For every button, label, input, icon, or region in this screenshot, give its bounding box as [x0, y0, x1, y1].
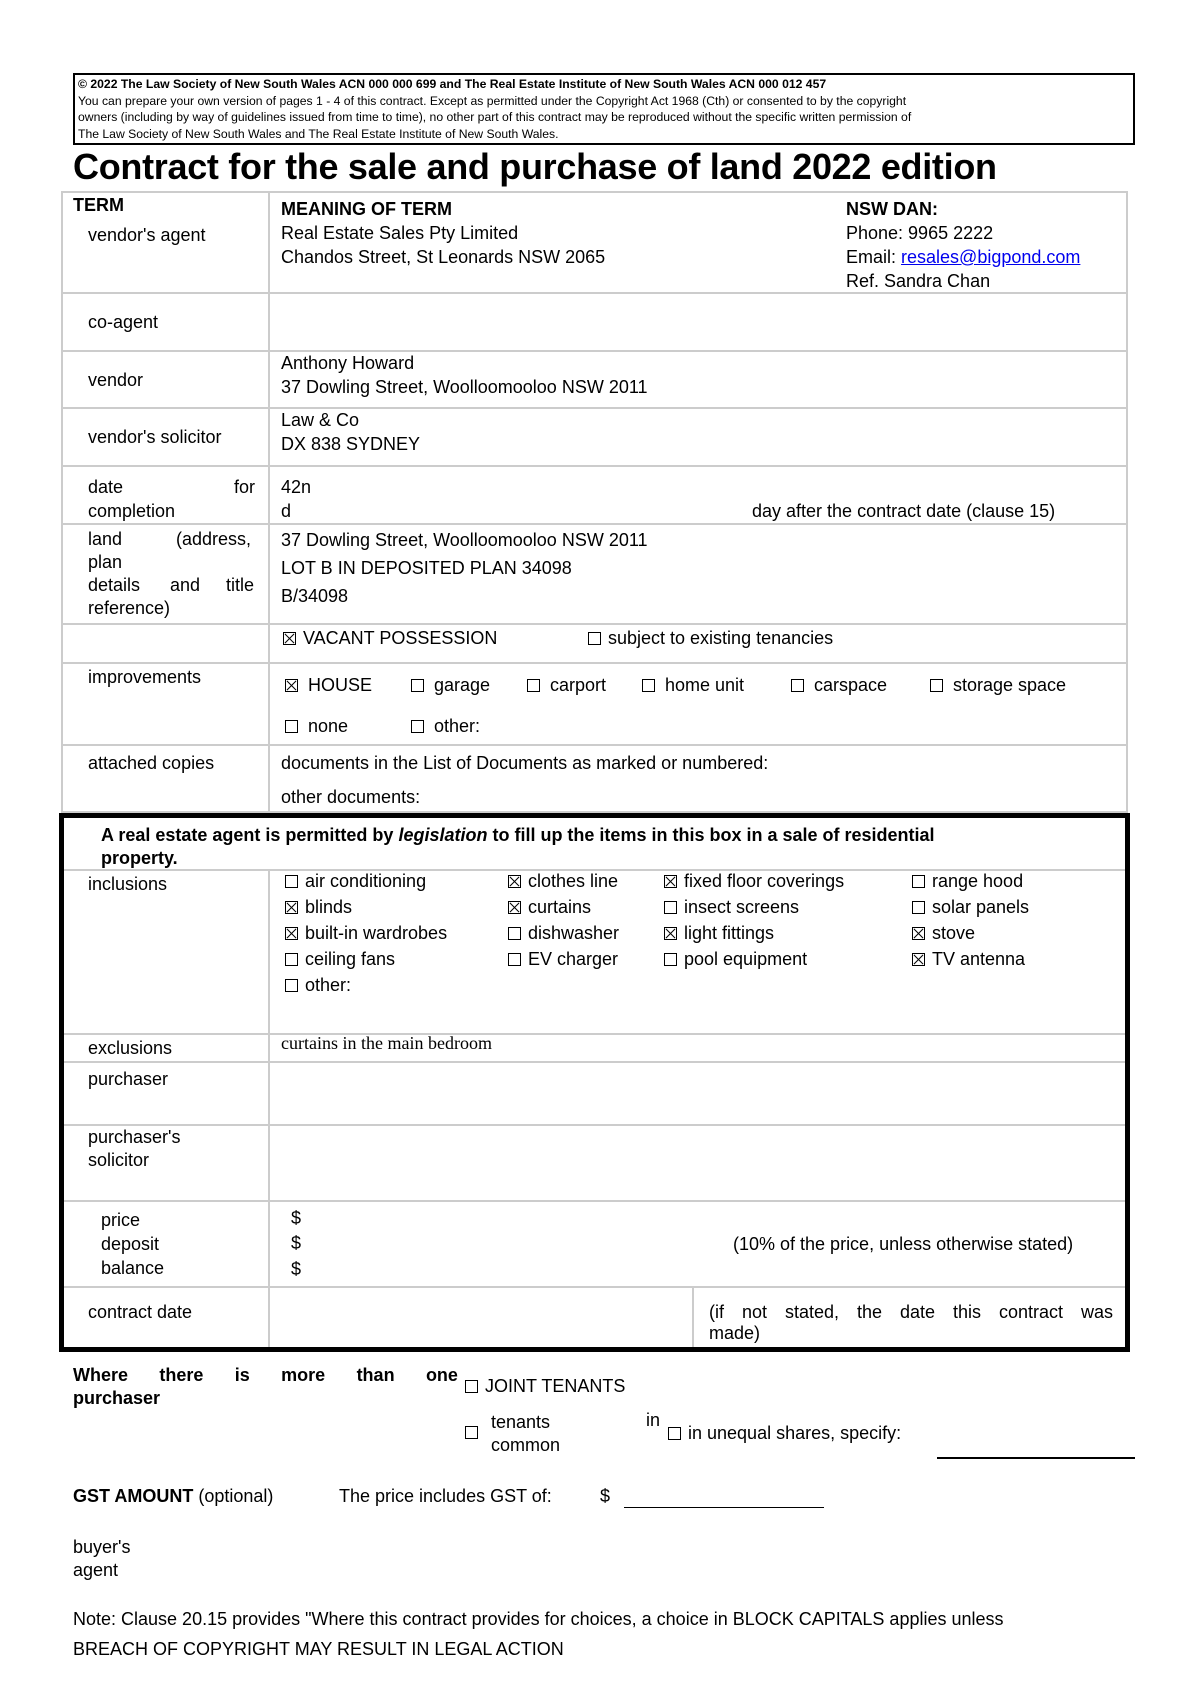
email-label: Email:: [846, 247, 897, 267]
checkbox-checked[interactable]: [283, 632, 296, 645]
checkbox[interactable]: [285, 953, 298, 966]
option-label: TV antenna: [932, 949, 1026, 969]
tenants-label: tenants: [491, 1412, 551, 1432]
more-purchasers-label: [73, 1364, 458, 1387]
copyright-line-3: owners (including by way of guidelines issued from time to time), no other part of this contract may be reproduced without the specific written permission of: [78, 110, 912, 124]
checkbox[interactable]: [285, 720, 298, 733]
grid-line: [61, 744, 1128, 746]
label-word: more: [281, 1365, 326, 1385]
vendors-solicitor-name: Law & Co: [281, 410, 360, 430]
deposit-currency: $: [291, 1233, 302, 1253]
option-label: EV charger: [528, 949, 619, 969]
option-label: carspace: [814, 675, 888, 695]
grid-line: [61, 662, 1128, 664]
note-word: not: [741, 1302, 767, 1322]
option-label: storage space: [953, 675, 1067, 695]
checkbox[interactable]: [285, 875, 298, 888]
checkbox[interactable]: [664, 953, 677, 966]
inclusion-ceiling-fans[interactable]: [285, 948, 395, 971]
copyright-line-1: © 2022 The Law Society of New South Wales ACN 000 000 699 and The Real Estate Institute of New South Wales ACN 000 012 457: [78, 77, 827, 91]
inclusion-tv-antenna[interactable]: [912, 948, 1025, 971]
label-purchasers-solicitor: purchaser's: [88, 1127, 181, 1147]
label-deposit: deposit: [101, 1234, 160, 1254]
vendor-name: Anthony Howard: [281, 353, 415, 373]
label-completion: completion: [88, 501, 176, 521]
co-agent-field[interactable]: [272, 296, 1124, 348]
option-label: VACANT POSSESSION: [303, 628, 498, 648]
option-label: range hood: [932, 871, 1024, 891]
checkbox[interactable]: [664, 901, 677, 914]
note-word: this: [953, 1302, 982, 1322]
attached-copies-other: other documents:: [281, 787, 421, 807]
label-purchasers-solicitor-2: solicitor: [88, 1150, 150, 1170]
inclusion-pool-equipment[interactable]: [664, 948, 807, 971]
unequal-shares-input[interactable]: [937, 1457, 1135, 1459]
checkbox[interactable]: [465, 1426, 478, 1439]
copyright-line-2: You can prepare your own version of pages 1 - 4 of this contract. Except as permitted under the Copyright Act 1968 (Cth) or consented to by the copyright: [78, 93, 907, 108]
option-label: pool equipment: [684, 949, 808, 969]
option-label: home unit: [665, 675, 745, 695]
option-tenants-in-common[interactable]: [465, 1412, 485, 1439]
option-label: light fittings: [684, 923, 775, 943]
common-label: common: [491, 1435, 561, 1455]
option-label: insect screens: [684, 897, 800, 917]
completion-note: day after the contract date (clause 15): [752, 501, 1056, 521]
option-label: in unequal shares, specify:: [688, 1423, 902, 1443]
label-exclusions: exclusions: [88, 1038, 173, 1058]
improvement-carspace[interactable]: [791, 674, 887, 697]
label-land-address: (address,: [176, 529, 252, 549]
option-label: ceiling fans: [305, 949, 396, 969]
note-word: contract: [998, 1302, 1064, 1322]
checkbox-checked[interactable]: [912, 953, 925, 966]
attached-copies-list: documents in the List of Documents as marked or numbered:: [281, 753, 769, 773]
checkbox[interactable]: [642, 679, 655, 692]
label-vendor: vendor: [88, 370, 144, 390]
note-text: A real estate agent is permitted by: [101, 825, 399, 845]
improvement-other[interactable]: [411, 715, 480, 738]
option-label: JOINT TENANTS: [485, 1376, 626, 1396]
label-land-details: details: [88, 575, 141, 595]
checkbox-checked[interactable]: [664, 875, 677, 888]
label-word: one: [425, 1365, 458, 1385]
inclusion-built-in-wardrobes[interactable]: [285, 922, 447, 945]
grid-line: [61, 623, 1128, 625]
checkbox[interactable]: [668, 1427, 681, 1440]
option-label: solar panels: [932, 897, 1030, 917]
gst-currency: $: [600, 1486, 611, 1506]
grid-line: [61, 465, 1128, 467]
contract-date-note-2: made): [709, 1323, 761, 1343]
inclusion-clothes-line[interactable]: [508, 870, 618, 893]
vendors-agent-email: [846, 246, 1080, 269]
inclusion-other[interactable]: [285, 974, 351, 997]
gst-optional: (optional): [198, 1486, 274, 1506]
checkbox[interactable]: [411, 720, 424, 733]
note-word: stated,: [784, 1302, 840, 1322]
label-co-agent: co-agent: [88, 312, 159, 332]
checkbox-checked[interactable]: [508, 875, 521, 888]
checkbox[interactable]: [527, 679, 540, 692]
label-land-plan: plan: [88, 552, 123, 572]
checkbox[interactable]: [791, 679, 804, 692]
option-label: fixed floor coverings: [684, 871, 845, 891]
checkbox-checked[interactable]: [508, 901, 521, 914]
land-ref: B/34098: [281, 586, 349, 606]
checkbox-checked[interactable]: [285, 679, 298, 692]
label-improvements: improvements: [88, 667, 202, 687]
note-emphasis: legislation: [398, 825, 488, 845]
checkbox-checked[interactable]: [285, 901, 298, 914]
option-label: dishwasher: [528, 923, 620, 943]
label-vendors-agent: vendor's agent: [88, 225, 206, 245]
copyright-notice: [73, 73, 1135, 145]
grid-line: [692, 1286, 694, 1347]
inclusion-curtains[interactable]: [508, 896, 591, 919]
price-currency: $: [291, 1208, 302, 1228]
checkbox[interactable]: [912, 901, 925, 914]
checkbox[interactable]: [912, 875, 925, 888]
label-buyers-agent-2: agent: [73, 1560, 119, 1580]
label-land: land: [88, 529, 123, 549]
gst-amount-input[interactable]: [624, 1507, 824, 1508]
inclusion-solar-panels[interactable]: [912, 896, 1029, 919]
gst-text: The price includes GST of:: [339, 1486, 552, 1506]
grid-line: [64, 1124, 1125, 1126]
label-word: than: [356, 1365, 395, 1385]
grid-line: [268, 191, 270, 813]
clause-note: Note: Clause 20.15 provides "Where this contract provides for choices, a choice in BLOCK CAPITALS applies unless: [73, 1609, 1004, 1629]
inclusion-air-conditioning[interactable]: [285, 870, 426, 893]
agent-box-note-2: property.: [101, 848, 178, 868]
label-word: is: [234, 1365, 250, 1385]
inclusion-insect-screens[interactable]: [664, 896, 799, 919]
in-label: in: [646, 1410, 661, 1430]
checkbox[interactable]: [508, 927, 521, 940]
checkbox[interactable]: [930, 679, 943, 692]
option-unequal-shares[interactable]: [668, 1422, 901, 1445]
checkbox[interactable]: [411, 679, 424, 692]
option-label: subject to existing tenancies: [608, 628, 834, 648]
option-label: stove: [932, 923, 976, 943]
label-attached-copies: attached copies: [88, 753, 215, 773]
agent-box-note: [101, 824, 935, 847]
option-vacant-possession[interactable]: [283, 627, 497, 650]
label-land-title: title: [226, 575, 255, 595]
inclusion-ev-charger[interactable]: [508, 948, 618, 971]
option-label: curtains: [528, 897, 592, 917]
note-word: the: [856, 1302, 883, 1322]
improvement-none[interactable]: [285, 715, 348, 738]
grid-line: [64, 1200, 1125, 1202]
grid-line: [64, 1061, 1125, 1063]
inclusion-fixed-floor-coverings[interactable]: [664, 870, 844, 893]
option-label: carport: [550, 675, 607, 695]
grid-line: [61, 407, 1128, 409]
grid-line: [64, 1033, 1125, 1035]
gst-label: [73, 1485, 273, 1508]
note-text: to fill up the items in this box in a sale of residential: [487, 825, 935, 845]
land-lot: LOT B IN DEPOSITED PLAN 34098: [281, 558, 572, 578]
grid-line: [64, 1286, 1125, 1288]
grid-line: [61, 523, 1128, 525]
note-word: date: [899, 1302, 936, 1322]
grid-line: [268, 869, 270, 1347]
page-title: Contract for the sale and purchase of land 2022 edition: [73, 146, 997, 187]
option-existing-tenancies[interactable]: [588, 627, 833, 650]
improvement-garage[interactable]: [411, 674, 490, 697]
option-label: clothes line: [528, 871, 619, 891]
contract-date-field[interactable]: [272, 1290, 690, 1344]
vendors-agent-address: Chandos Street, St Leonards NSW 2065: [281, 247, 606, 267]
improvement-storage-space[interactable]: [930, 674, 1066, 697]
inclusion-range-hood[interactable]: [912, 870, 1023, 893]
checkbox[interactable]: [285, 979, 298, 992]
option-label: air conditioning: [305, 871, 427, 891]
vendors-agent-ref: Ref. Sandra Chan: [846, 271, 991, 291]
label-purchaser: purchaser: [88, 1069, 169, 1089]
completion-days-suffix: d: [281, 501, 292, 521]
vendors-agent-phone: Phone: 9965 2222: [846, 223, 994, 243]
more-purchasers-label-2: purchaser: [73, 1388, 161, 1408]
label-balance: balance: [101, 1258, 165, 1278]
note-word: (if: [709, 1302, 724, 1322]
contract-date-note: [709, 1301, 1113, 1324]
note-word: was: [1080, 1302, 1113, 1322]
checkbox[interactable]: [508, 953, 521, 966]
improvement-carport[interactable]: [527, 674, 606, 697]
vendor-address: 37 Dowling Street, Woolloomooloo NSW 2011: [281, 377, 648, 397]
label-completion-for: for: [234, 477, 256, 497]
checkbox[interactable]: [588, 632, 601, 645]
label-price: price: [101, 1210, 141, 1230]
improvement-house[interactable]: [285, 674, 372, 697]
label-buyers-agent: buyer's: [73, 1537, 131, 1557]
purchasers-solicitor-field[interactable]: [272, 1128, 1122, 1198]
inclusion-stove[interactable]: [912, 922, 975, 945]
completion-days: 42n: [281, 477, 312, 497]
inclusion-light-fittings[interactable]: [664, 922, 774, 945]
header-dan: NSW DAN:: [846, 199, 938, 219]
option-label: HOUSE: [308, 675, 373, 695]
label-word: there: [159, 1365, 204, 1385]
label-contract-date: contract date: [88, 1302, 193, 1322]
checkbox[interactable]: [465, 1380, 478, 1393]
header-term: TERM: [73, 195, 124, 215]
improvement-home-unit[interactable]: [642, 674, 744, 697]
option-joint-tenants[interactable]: [465, 1375, 625, 1398]
checkbox-checked[interactable]: [664, 927, 677, 940]
option-label: blinds: [305, 897, 353, 917]
label-word: Where: [73, 1365, 129, 1385]
copyright-line-4: The Law Society of New South Wales and The Real Estate Institute of New South Wales.: [78, 126, 559, 141]
label-vendors-solicitor: vendor's solicitor: [88, 427, 222, 447]
gst-title: GST AMOUNT: [73, 1486, 194, 1506]
option-label: built-in wardrobes: [305, 923, 448, 943]
vendors-solicitor-address: DX 838 SYDNEY: [281, 434, 421, 454]
option-label: other:: [305, 975, 352, 995]
exclusions-value: curtains in the main bedroom: [281, 1033, 492, 1053]
label-completion-date: date: [88, 477, 124, 497]
inclusion-blinds[interactable]: [285, 896, 352, 919]
email-link[interactable]: resales@bigpond.com: [901, 247, 1081, 267]
checkbox-checked[interactable]: [285, 927, 298, 940]
purchaser-field[interactable]: [272, 1065, 1122, 1122]
label-land-reference: reference): [88, 598, 171, 618]
option-label: none: [308, 716, 349, 736]
inclusion-dishwasher[interactable]: [508, 922, 619, 945]
option-label: garage: [434, 675, 491, 695]
vendors-agent-name: Real Estate Sales Pty Limited: [281, 223, 519, 243]
label-land-and: and: [170, 575, 201, 595]
copyright-warning: BREACH OF COPYRIGHT MAY RESULT IN LEGAL ACTION: [73, 1639, 564, 1659]
deposit-note: (10% of the price, unless otherwise stated): [733, 1234, 1074, 1254]
land-address: 37 Dowling Street, Woolloomooloo NSW 2011: [281, 530, 648, 550]
header-meaning: MEANING OF TERM: [281, 199, 452, 219]
grid-line: [61, 350, 1128, 352]
option-label: other:: [434, 716, 481, 736]
checkbox-checked[interactable]: [912, 927, 925, 940]
label-inclusions: inclusions: [88, 874, 168, 894]
balance-currency: $: [291, 1259, 302, 1279]
